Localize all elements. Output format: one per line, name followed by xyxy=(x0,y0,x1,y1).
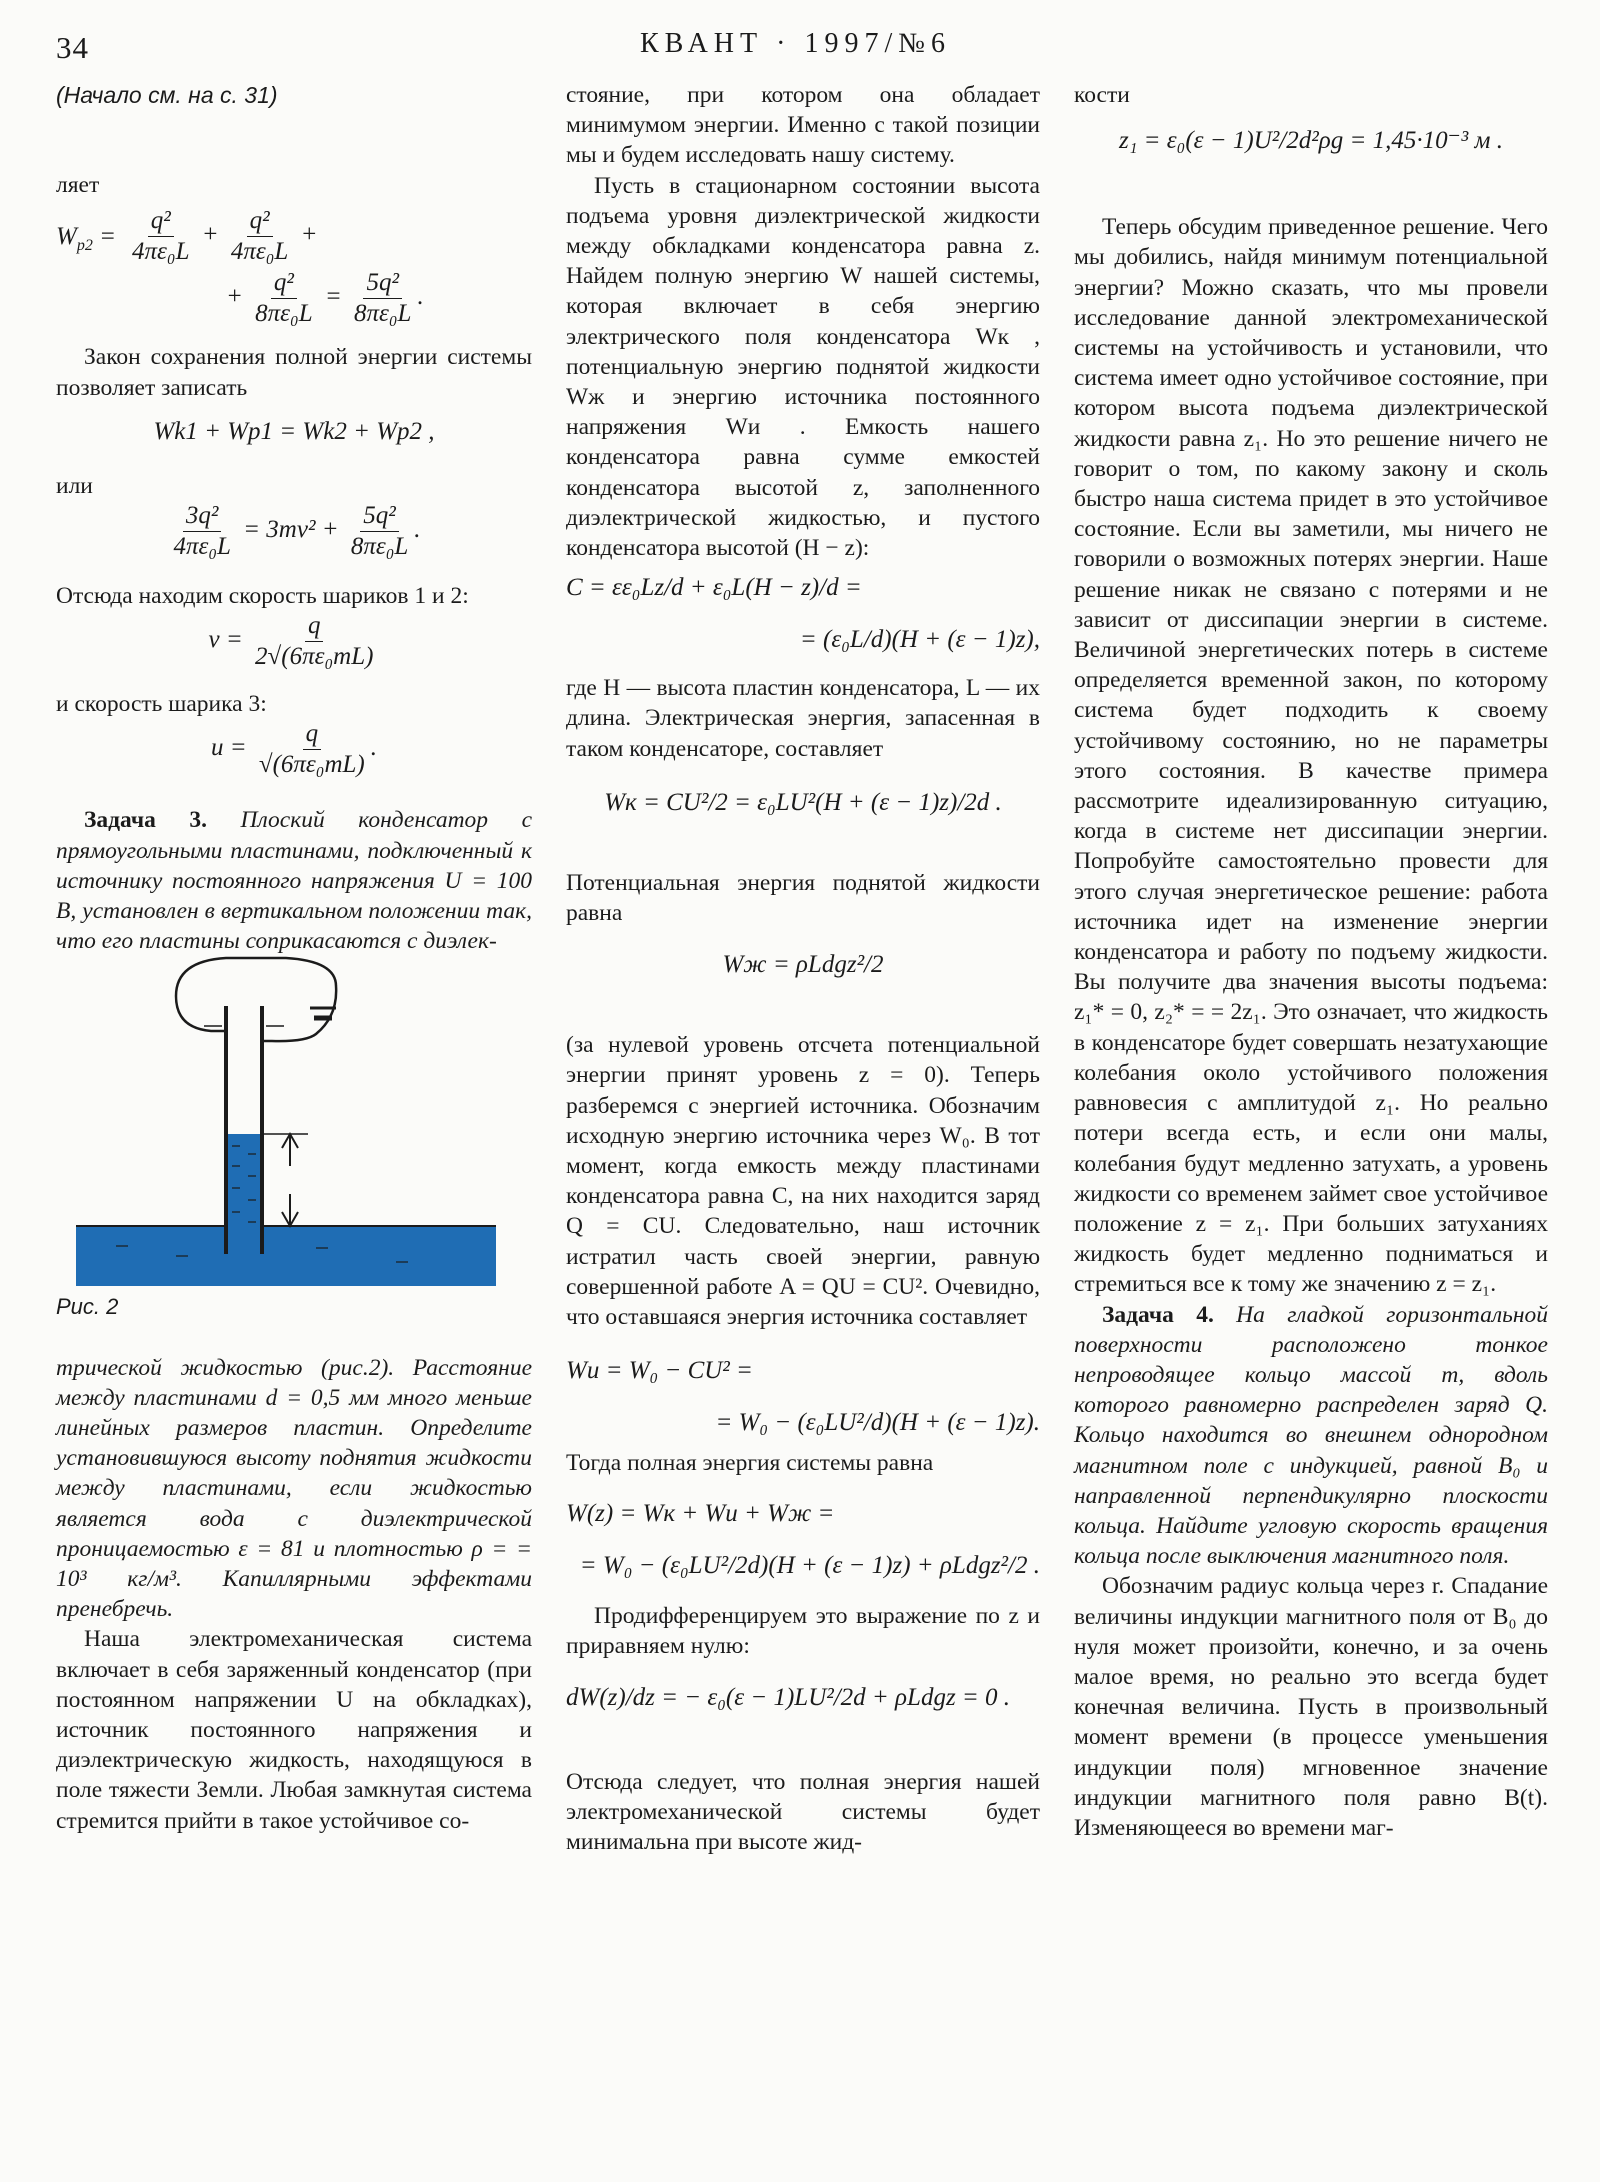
eq-line: C = εε₀Lz/d + ε₀L(H − z)/d = xyxy=(566,574,862,602)
paragraph: Отсюда следует, что полная энергия нашей электромеханической системы будет минимальна при высоте жид- xyxy=(566,1768,1040,1856)
eq-numerator: 5q² xyxy=(360,501,399,532)
water-bath xyxy=(76,1226,496,1286)
eq-line: = W₀ − (ε₀LU²/d)(H + (ε − 1)z). xyxy=(715,1409,1040,1437)
eq-numerator: q² xyxy=(148,206,174,237)
eq-denominator: 2√(6πε₀mL) xyxy=(255,643,374,671)
task-4-statement xyxy=(1074,1300,1548,1572)
paragraph: (за нулевой уровень отсчета потенциальной энергии принят уровень z = 0). Теперь разберемся с энергией источника. Обозначим исходную энергию источника через W₀. В тот момент, когда емкость между пластинами конденсатора равна C, на них находится заряд Q = CU. Следовательно, наш источник истратил часть своей энергии, равную совершенной работе A = QU = CU². Очевидно, что оставшаяся энергия источника составляет xyxy=(566,1032,1040,1331)
eq-denominator: 8πε₀L xyxy=(350,533,409,561)
equation-energy-conservation: Wk1 + Wp1 = Wk2 + Wp2 , xyxy=(153,417,435,445)
eq-numerator: 5q² xyxy=(363,268,402,299)
eq-numerator: q xyxy=(305,611,324,642)
column-3 xyxy=(1074,80,1548,1843)
equation-z1: z₁ = ε₀(ε − 1)U²/2d²ρg = 1,45·10⁻³ м . xyxy=(1119,127,1503,155)
task-3-text: Плоский конденсатор с прямоугольными пластинами, подключенный к источнику постоянного напряжения U = 100 В, установлен в вертикальном положении так, что его пластины соприкасаются с диэлек- xyxy=(56,807,533,955)
equation-u: u = $\frac{q}{\text{√(6πε₀mL)}}$ . xyxy=(210,720,378,779)
eq-numerator: 3q² xyxy=(183,501,222,532)
eq-line: = (ε₀L/d)(H + (ε − 1)z), xyxy=(799,626,1040,654)
task-3-continuation: трической жидкостью (рис.2). Расстояние между пластинами d = 0,5 мм много меньше линейных размеров пластин. Определите установившуюся высоту поднятия жидкости между пластинами, если жидкостью является вода с диэлектрической проницаемостью ε = 81 и плотностью ρ = = 10³ кг/м³. Капиллярными эффектами пренебречь. xyxy=(56,1354,532,1623)
equation-wzh: Wж = ρLdgz²/2 xyxy=(722,951,884,979)
eq-denominator: 8πε₀L xyxy=(353,300,412,328)
figure-caption: Рис. 2 xyxy=(56,1294,119,1320)
running-header xyxy=(0,26,1600,66)
equation-capacitance xyxy=(566,563,1040,673)
paragraph: Наша электромеханическая система включает в себя заряженный конденсатор (при постоянном напряжении U на обкладках), источник постоянного напряжения и диэлектрическую жидкость, находящуюся в поле тяжести Земли. Любая замкнутая система стремится прийти в такое устойчивое со- xyxy=(56,1626,532,1834)
eq-denominator: 4πε₀L xyxy=(173,533,231,561)
continued-note: (Начало см. на с. 31) xyxy=(56,82,278,108)
eq-line: Wи = W₀ − CU² = xyxy=(566,1357,753,1385)
paragraph: Отсюда находим скорость шариков 1 и 2: xyxy=(56,583,469,610)
capacitor-liquid-diagram xyxy=(76,956,516,1286)
eq-denominator: √(6πε₀mL) xyxy=(258,751,365,779)
paragraph: Закон сохранения полной энергии системы позволяет записать xyxy=(56,344,532,401)
equation-energy: $\frac{\text{3q²}}{\text{4πε₀L}}$ = 3mv² + $\frac{\text{5q²}}{\text{8πε₀L}}$ . xyxy=(56,501,532,581)
eq-line: = W₀ − (ε₀LU²/2d)(H + (ε − 1)z) + ρLdgz²/2 . xyxy=(579,1551,1040,1579)
equation-wp2: $W_{p2}$ = $\frac{\text{q²}}{\text{4πε₀L}}$ + $\frac{\text{q²}}{\text{4πε₀L}}$ + + $\frac{\text{q²}}{\text{8πε₀L}}$ = $\frac{\text{5q²}}{\text{8πε₀L}}$ . xyxy=(56,207,424,328)
paragraph: ляет xyxy=(56,172,100,199)
circuit-wire xyxy=(176,958,336,1041)
raised-liquid-column xyxy=(226,1134,262,1254)
paragraph: Теперь обсудим приведенное решение. Чего мы добились, найдя минимум потенциальной энергии? Можно сказать, что мы провели исследование данной электромеханической системы на устойчивость и установили, что система имеет одно устойчивое состояние, при котором высота подъема диэлектрической жидкости равна z₁. Но это решение ничего не говорит о том, по какому закону и сколь быстро наша система придет в это устойчивое состояние. Если вы заметили, мы ничего не говорили о возможных потерях энергии. Наше решение никак не связано с потерями и не зависит от диссипации энергии в системе. Величиной энергетических потерь в системе определяется временной закон, по которому система будет подходить к своему устойчивому состоянию, но не параметры этого состояния. В качестве примера рассмотрите идеализированную ситуацию, когда в системе нет диссипации энергии. Попробуйте самостоятельно провести для этого случая энергетическое решение: работа источника идет на изменение энергии конденсатора и работу по подъему жидкости. Вы получите два значения высоты подъема: z₁* = 0, z₂* = = 2z₁. Это означает, что жидкость в конденсаторе будет совершать незатухающие колебания около устойчивого положения равновесия с амплитудой z₁. Но реально потери всегда есть, и если они малы, колебания будут медленно затухать, а уровень жидкости со временем займет свое устойчивое положение z = z₁. При больших затуханиях жидкость будет медленно подниматься и стремиться все к тому же значению z = z₁. xyxy=(1074,214,1548,1298)
eq-middle: = 3mv² + xyxy=(243,516,339,544)
paragraph: Пусть в стационарном состоянии высота подъема уровня диэлектрической жидкости между обкладками конденсатора равна z. Найдем полную энергию W нашей системы, которая включает в себя энергию электрического поля конденсатора Wк , потенциальную энергию поднятой жидкости Wж и энергию источника постоянного напряжения Wи . Емкость нашего конденсатора равна сумме емкостей конденсатора высотой z, заполненного диэлектрической жидкостью, и пустого конденсатора высотой (H − z): xyxy=(566,172,1040,562)
task-3-statement xyxy=(56,805,532,956)
task-4-label: Задача 4. xyxy=(1102,1301,1214,1328)
paragraph: Продифференцируем это выражение по z и приравняем нулю: xyxy=(566,1602,1040,1659)
equation-wk: Wк = CU²/2 = ε₀LU²(H + (ε − 1)z)/2d . xyxy=(604,788,1002,816)
page-number: 34 xyxy=(56,30,89,65)
paragraph: Потенциальная энергия поднятой жидкости равна xyxy=(566,869,1040,927)
paragraph: Обозначим радиус кольца через r. Спадание величины индукции магнитного поля от B₀ до нуля может произойти, конечно, и за очень малое время, но реально это всегда будет конечная величина. Пусть в произвольный момент времени (в процессе уменьшения индукции поля) мгновенное значение индукции магнитного поля равно B(t). Изменяющееся во времени маг- xyxy=(1074,1573,1548,1841)
eq-denominator: 4πε₀L xyxy=(132,238,190,266)
paragraph: Тогда полная энергия системы равна xyxy=(566,1450,934,1477)
paragraph: где H — высота пластин конденсатора, L — их длина. Электрическая энергия, запасенная в таком конденсаторе, составляет xyxy=(566,675,1040,762)
journal-title: КВАНТ · 1997/№6 xyxy=(640,28,951,59)
paragraph: и скорость шарика 3: xyxy=(56,691,267,718)
task-3-label: Задача 3. xyxy=(84,807,208,834)
paragraph: или xyxy=(56,472,93,499)
column-1 xyxy=(56,80,532,1836)
equation-wi xyxy=(566,1338,1040,1448)
eq-numerator: q xyxy=(303,719,322,750)
equation-v: v = $\frac{q}{\text{2√(6πε₀mL)}}$ xyxy=(56,611,532,689)
column-2 xyxy=(566,80,1040,1858)
eq-line: W(z) = Wк + Wи + Wж = xyxy=(566,1499,835,1527)
paragraph: кости xyxy=(1074,82,1130,108)
task-4-text: На гладкой горизонтальной поверхности расположено тонкое непроводящее кольцо массой m, вдоль которого равномерно распределен заряд Q. Кольцо находится во внешнем однородном магнитном поле с индукцией, равной B₀ и направленной перпендикулярно плоскости кольца. Найдите угловую скорость вращения кольца после выключения магнитного поля. xyxy=(1074,1301,1548,1570)
equation-derivative: dW(z)/dz = − ε₀(ε − 1)LU²/2d + ρLdgz = 0 . xyxy=(566,1683,1011,1711)
paragraph: стояние, при котором она обладает минимумом энергии. Именно с такой позиции мы и будем исследовать нашу систему. xyxy=(566,82,1040,169)
equation-total-energy xyxy=(566,1479,1040,1591)
figure-2-illustration xyxy=(76,956,516,1286)
